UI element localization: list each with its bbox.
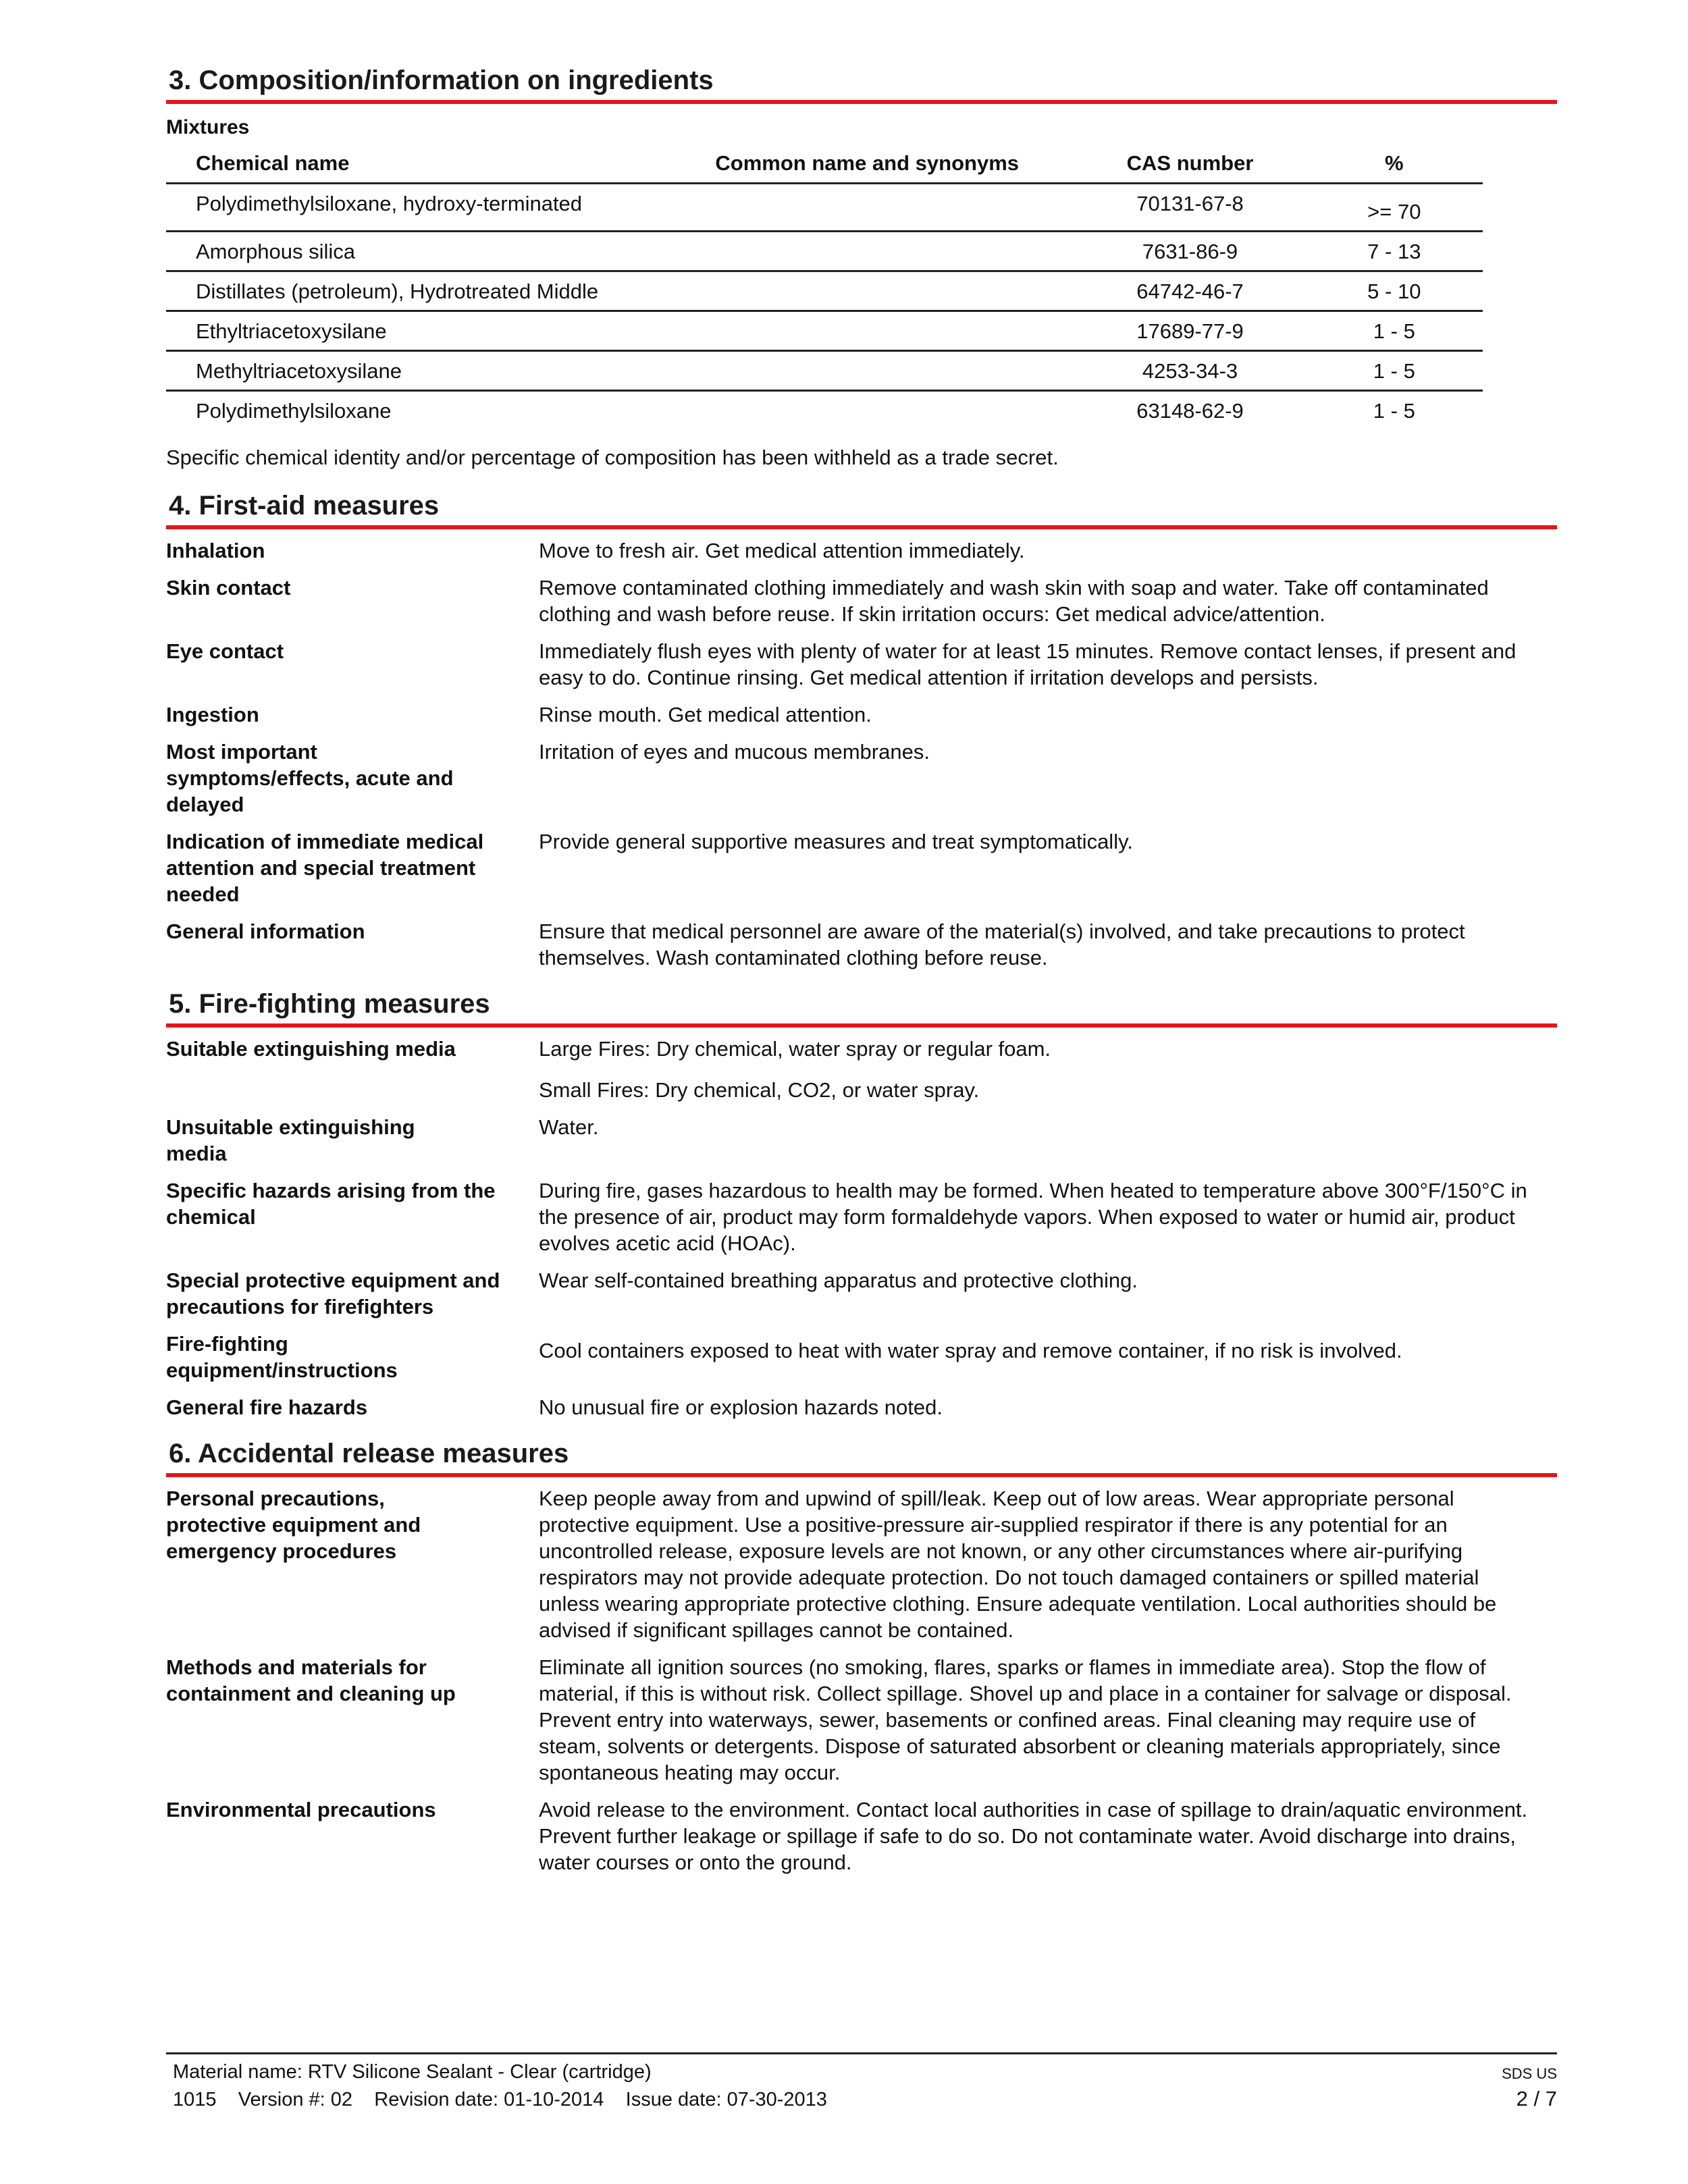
row-label: Indication of immediate medical attention and special treatment needed (166, 830, 484, 906)
chemical-name: Ethyltriacetoxysilane (166, 311, 660, 351)
row-label: Eye contact (166, 639, 284, 663)
row-label: General information (166, 920, 365, 943)
fire-protective-equipment (166, 1267, 1557, 1320)
synonyms (660, 232, 1074, 271)
fire-unsuitable-media (166, 1114, 1557, 1167)
fire-small-fires (166, 1077, 1557, 1103)
row-text: Eliminate all ignition sources (no smoking, flares, sparks or flames in immediate area). Stop the flow of material, if this is without risk. Collect spillage. Shovel up and place in a container for salvage or disposal. Prevent entry into waterways, sewer, basements or confined areas. Final cleaning may require use of steam, solvents or detergents. Dispose of saturated absorbent or cleaning materials appropriately, since spontaneous heating may occur. (539, 1655, 1512, 1784)
row-label: Environmental precautions (166, 1798, 436, 1821)
cas-number: 17689-77-9 (1074, 311, 1305, 351)
release-personal-precautions (166, 1485, 1557, 1643)
row-label: Specific hazards arising from the chemical (166, 1179, 496, 1229)
table-row (166, 391, 1483, 430)
section-6-title: 6. Accidental release measures (166, 1438, 1557, 1477)
row-label: Suitable extinguishing media (166, 1037, 456, 1061)
percent: 1 - 5 (1373, 399, 1415, 423)
row-text: Irritation of eyes and mucous membranes. (539, 740, 930, 764)
table-header-row (166, 146, 1483, 184)
row-text: Keep people away from and upwind of spill/leak. Keep out of low areas. Wear appropriate personal protective equipment. Use a positive-pressure air-supplied respirator if there is any potential for an uncontrolled release, exposure levels are not known, or any other circumstances where air-purifying respirators may not provide adequate protection. Do not touch damaged containers or spilled material unless wearing appropriate protective clothing. Ensure adequate ventilation. Local authorities should be advised if significant spillages cannot be contained. (539, 1487, 1497, 1642)
row-text: Remove contaminated clothing immediately and wash skin with soap and water. Take off contaminated clothing and wash before reuse. If skin irritation occurs: Get medical advice/attention. (539, 576, 1489, 626)
row-label: Inhalation (166, 539, 265, 562)
footer-material-name: Material name: RTV Silicone Sealant - Clear (cartridge) (173, 2061, 652, 2083)
row-label: Fire-fighting equipment/instructions (166, 1332, 398, 1382)
first-aid-general (166, 918, 1557, 971)
release-containment (166, 1654, 1557, 1786)
row-label: Methods and materials for containment and cleaning up (166, 1655, 456, 1705)
mixtures-subhead: Mixtures (166, 116, 250, 138)
row-text: Move to fresh air. Get medical attention immediately. (539, 539, 1025, 562)
chemical-name: Amorphous silica (166, 232, 660, 271)
footer-right (1502, 2061, 1557, 2111)
first-aid-eye (166, 638, 1557, 691)
row-label: Personal precautions, protective equipment and emergency procedures (166, 1487, 421, 1563)
percent: 7 - 13 (1306, 232, 1483, 271)
row-label: Most important symptoms/effects, acute and delayed (166, 740, 454, 816)
row-text: Wear self-contained breathing apparatus and protective clothing. (539, 1269, 1138, 1292)
row-text: Provide general supportive measures and treat symptomatically. (539, 830, 1133, 853)
synonyms (660, 311, 1074, 351)
cas-number: 64742-46-7 (1074, 271, 1305, 311)
footer-left (173, 2061, 827, 2111)
footer-version-line: 1015 Version #: 02 Revision date: 01-10-2014 Issue date: 07-30-2013 (173, 2089, 827, 2110)
first-aid-indication (166, 828, 1557, 907)
table-row (166, 351, 1483, 391)
row-label: Skin contact (166, 576, 291, 600)
percent: >= 70 (1306, 184, 1483, 232)
row-text: Ensure that medical personnel are aware of the material(s) involved, and take precautions to protect themselves. Wash contaminated clothing before reuse. (539, 920, 1465, 969)
percent: 1 - 5 (1306, 311, 1483, 351)
section-5-title: 5. Fire-fighting measures (166, 988, 1557, 1028)
synonyms (660, 184, 1074, 232)
page-footer (166, 2052, 1557, 2110)
row-text: Cool containers exposed to heat with water spray and remove container, if no risk is involved. (539, 1339, 1402, 1362)
chemical-name: Polydimethylsiloxane, hydroxy-terminated (166, 184, 660, 232)
col-chemical-name: Chemical name (166, 146, 660, 184)
col-common-name: Common name and synonyms (660, 146, 1074, 184)
section-4-title: 4. First-aid measures (166, 490, 1557, 529)
percent: 1 - 5 (1306, 351, 1483, 391)
row-label (166, 1077, 539, 1103)
table-row (166, 271, 1483, 311)
cas-number: 4253-34-3 (1074, 351, 1305, 391)
first-aid-skin (166, 575, 1557, 627)
section-3-title: 3. Composition/information on ingredients (166, 65, 1557, 104)
col-percent: % (1306, 146, 1483, 184)
synonyms (660, 351, 1074, 391)
first-aid-ingestion (166, 701, 1557, 728)
row-label: Ingestion (166, 703, 259, 726)
fire-equipment-instructions (166, 1331, 1557, 1383)
chemical-name: Methyltriacetoxysilane (166, 351, 660, 391)
chemical-name: Polydimethylsiloxane (196, 399, 392, 423)
row-text: During fire, gases hazardous to health may be formed. When heated to temperature above 300°F/150°C in the presence of air, product may form formaldehyde vapors. When exposed to water or humid air, product evolves acetic acid (HOAc). (539, 1179, 1527, 1255)
first-aid-inhalation (166, 537, 1557, 564)
cas-number: 63148-62-9 (1136, 399, 1244, 423)
table-row (166, 232, 1483, 271)
cas-number: 70131-67-8 (1074, 184, 1305, 232)
synonyms (660, 271, 1074, 311)
row-text: Avoid release to the environment. Contact local authorities in case of spillage to drain/aquatic environment. Prevent further leakage or spillage if safe to do so. Do not contaminate water. Avoid discharge into drains, water courses or onto the ground. (539, 1798, 1528, 1874)
row-text: No unusual fire or explosion hazards noted. (539, 1395, 943, 1419)
table-row (166, 311, 1483, 351)
first-aid-symptoms (166, 739, 1557, 818)
col-cas-number: CAS number (1074, 146, 1305, 184)
footer-sds-label: SDS US (1502, 2065, 1557, 2082)
fire-general-hazards (166, 1394, 1557, 1420)
row-text: Large Fires: Dry chemical, water spray or regular foam. (539, 1037, 1051, 1061)
row-text: Immediately flush eyes with plenty of water for at least 15 minutes. Remove contact lenses, if present and easy to do. Continue rinsing. Get medical attention if irritation develops and persists. (539, 639, 1516, 689)
percent: 5 - 10 (1306, 271, 1483, 311)
row-text: Small Fires: Dry chemical, CO2, or water spray. (539, 1078, 980, 1102)
trade-secret-note: Specific chemical identity and/or percentage of composition has been withheld as a trade secret. (166, 446, 1059, 469)
chemical-name: Distillates (petroleum), Hydrotreated Middle (166, 271, 660, 311)
ingredients-table (166, 146, 1483, 429)
row-label: Unsuitable extinguishing media (166, 1115, 415, 1165)
cas-number: 7631-86-9 (1074, 232, 1305, 271)
row-text: Water. (539, 1115, 599, 1139)
fire-suitable-media (166, 1036, 1557, 1062)
fire-specific-hazards (166, 1177, 1557, 1256)
row-label: Special protective equipment and precautions for firefighters (166, 1269, 500, 1319)
row-label: General fire hazards (166, 1395, 368, 1419)
row-text: Rinse mouth. Get medical attention. (539, 703, 872, 726)
document-page (166, 65, 1557, 1886)
table-row (166, 184, 1483, 232)
page-number: 2 / 7 (1516, 2087, 1557, 2110)
release-environmental (166, 1796, 1557, 1875)
synonyms (660, 391, 1074, 430)
